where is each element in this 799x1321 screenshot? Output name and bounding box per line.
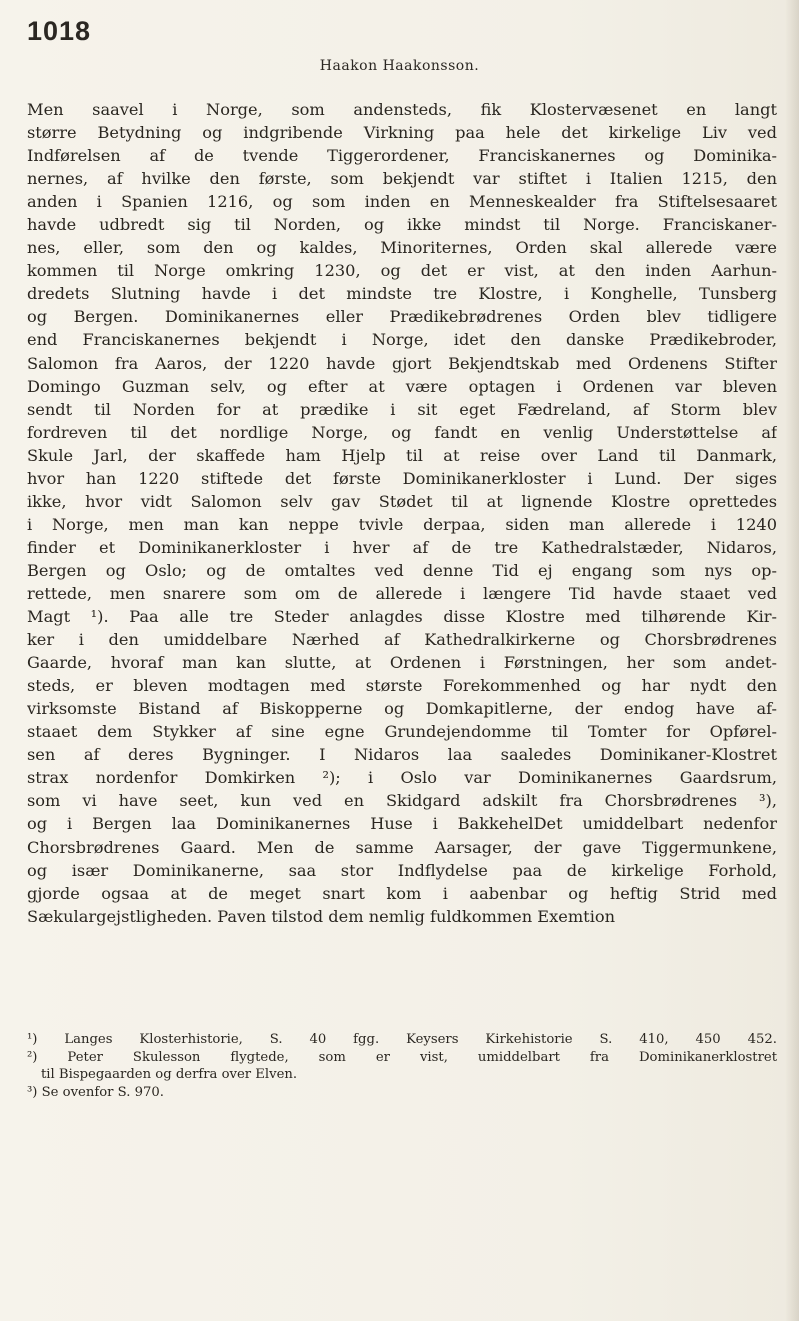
text-line: nes, eller, som den og kaldes, Minoriternes, Orden skal allerede være (27, 238, 777, 258)
footnotes (27, 1031, 777, 1101)
text-line: Magt ¹). Paa alle tre Steder anlagdes disse Klostre med tilhørende Kir- (27, 607, 777, 627)
text-line: havde udbredt sig til Norden, og ikke mindst til Norge. Franciskaner- (27, 215, 777, 235)
page-edge-shadow (785, 0, 799, 1321)
text-line: rettede, men snarere som om de allerede i længere Tid havde staaet ved (27, 583, 777, 603)
text-line: og Bergen. Dominikanernes eller Prædikebrødrenes Orden blev tidligere (27, 307, 777, 327)
text-line: Sækulargejstligheden. Paven tilstod dem nemlig fuldkommen Exemtion (27, 906, 616, 926)
text-line: Salomon fra Aaros, der 1220 havde gjort Bekjendtskab med Ordenens Stifter (27, 353, 777, 373)
text-line: strax nordenfor Domkirken ²); i Oslo var Dominikanernes Gaardsrum, (27, 768, 777, 788)
text-line: nernes, af hvilke den første, som bekjendt var stiftet i Italien 1215, den (27, 169, 777, 189)
body-text (27, 98, 777, 928)
text-line: og især Dominikanerne, saa stor Indflydelse paa de kirkelige Forhold, (27, 860, 777, 880)
footnote-rule (27, 1009, 777, 1010)
text-line: kommen til Norge omkring 1230, og det er vist, at den inden Aarhun- (27, 261, 777, 281)
text-line: hvor han 1220 stiftede det første Dominikanerkloster i Lund. Der siges (27, 468, 777, 488)
text-line: gjorde ogsaa at de meget snart kom i aabenbar og heftig Strid med (27, 883, 777, 903)
text-line: Domingo Guzman selv, og efter at være optagen i Ordenen var bleven (27, 376, 777, 396)
text-line: Chorsbrødrenes Gaard. Men de samme Aarsager, der gave Tiggermunkene, (27, 837, 777, 857)
footnote: ²) Peter Skulesson flygtede, som er vist, umiddelbart fra Dominikanerklostret (27, 1049, 777, 1065)
text-line: Indførelsen af de tvende Tiggerordener, Franciskanernes og Dominika- (27, 146, 777, 166)
footnote-continuation: til Bispegaarden og derfra over Elven. (41, 1067, 298, 1082)
text-line: i Norge, men man kan neppe tvivle derpaa, siden man allerede i 1240 (27, 514, 777, 534)
text-line: større Betydning og indgribende Virkning paa hele det kirkelige Liv ved (27, 123, 777, 143)
text-line: end Franciskanernes bekjendt i Norge, idet den danske Prædikebroder, (27, 330, 777, 350)
text-line: Skule Jarl, der skaffede ham Hjelp til at reise over Land til Danmark, (27, 445, 777, 465)
text-line: dredets Slutning havde i det mindste tre Klostre, i Konghelle, Tunsberg (27, 284, 777, 304)
running-title: Haakon Haakonsson. (319, 58, 480, 74)
page-number: 1018 (27, 16, 92, 46)
text-line: staaet dem Stykker af sine egne Grundejendomme til Tomter for Opførel- (27, 722, 777, 742)
text-line: Bergen og Oslo; og de omtaltes ved denne Tid ej engang som nys op- (27, 560, 777, 580)
text-line: anden i Spanien 1216, og som inden en Menneskealder fra Stiftelsesaaret (27, 192, 777, 212)
text-line: Men saavel i Norge, som andensteds, fik Klostervæsenet en langt (27, 100, 777, 119)
text-line: finder et Dominikanerkloster i hver af de tre Kathedralstæder, Nidaros, (27, 537, 777, 557)
text-line: virksomste Bistand af Biskopperne og Domkapitlerne, der endog have af- (27, 699, 777, 719)
text-line: og i Bergen laa Dominikanernes Huse i BakkehelDet umiddelbart nedenfor (27, 814, 777, 834)
text-line: ikke, hvor vidt Salomon selv gav Stødet til at lignende Klostre oprettedes (27, 491, 777, 511)
text-line: som vi have seet, kun ved en Skidgard adskilt fra Chorsbrødrenes ³), (27, 791, 777, 811)
text-line: sen af deres Bygninger. I Nidaros laa saaledes Dominikaner-Klostret (27, 745, 777, 765)
text-line: fordreven til det nordlige Norge, og fandt en venlig Understøttelse af (27, 422, 777, 442)
text-line: sendt til Norden for at prædike i sit eget Fædreland, af Storm blev (27, 399, 777, 419)
text-line: ker i den umiddelbare Nærhed af Kathedralkirkerne og Chorsbrødrenes (27, 630, 777, 650)
footnote: ¹) Langes Klosterhistorie, S. 40 fgg. Keysers Kirkehistorie S. 410, 450 452. (27, 1032, 777, 1047)
text-line: steds, er bleven modtagen med største Forekommenhed og har nydt den (27, 676, 777, 696)
footnote: ³) Se ovenfor S. 970. (27, 1084, 164, 1100)
text-line: Gaarde, hvoraf man kan slutte, at Ordenen i Førstningen, her som andet- (27, 653, 777, 673)
